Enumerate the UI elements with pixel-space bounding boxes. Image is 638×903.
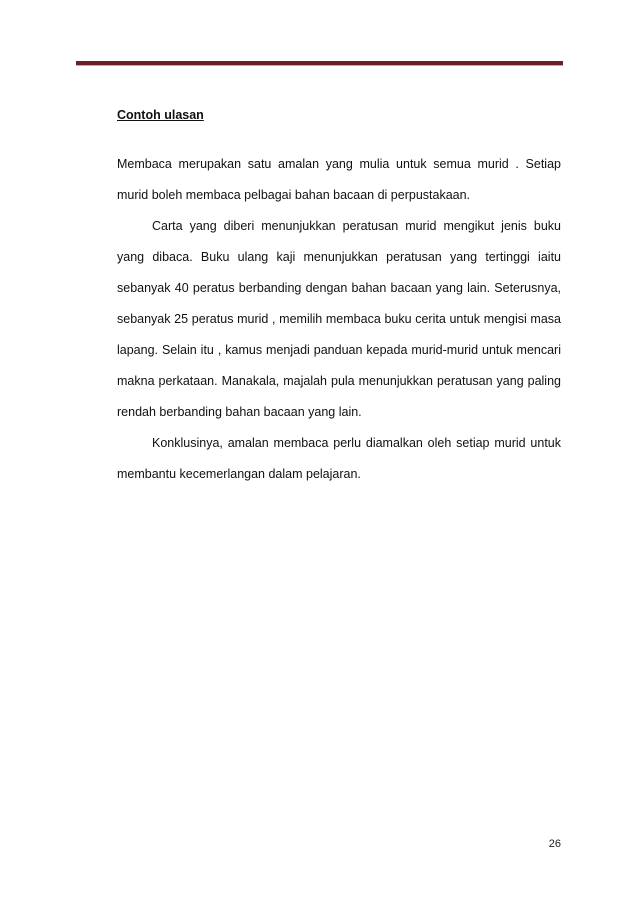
paragraph-intro: Membaca merupakan satu amalan yang mulia untuk semua murid . Setiap murid boleh membaca pelbagai bahan bacaan di perpustakaan.: [117, 157, 561, 202]
page-number: 26: [548, 838, 561, 850]
paragraph-conclusion: Konklusinya, amalan membaca perlu diamalkan oleh setiap murid untuk membantu kecemerlangan dalam pelajaran.: [117, 436, 561, 481]
document-body: [117, 100, 561, 490]
section-heading: Contoh ulasan: [117, 108, 204, 122]
header-rule: [76, 61, 563, 65]
paragraph-body: Carta yang diberi menunjukkan peratusan murid mengikut jenis buku yang dibaca. Buku ulang kaji menunjukkan peratusan yang tertinggi iaitu sebanyak 40 peratus berbanding dengan bahan bacaan yang lain. Seterusnya, sebanyak 25 peratus murid , memilih membaca buku cerita untuk mengisi masa lapang. Selain itu , kamus menjadi panduan kepada murid-murid untuk mencari makna perkataan. Manakala, majalah pula menunjukkan peratusan yang paling rendah berbanding bahan bacaan yang lain.: [117, 219, 561, 419]
